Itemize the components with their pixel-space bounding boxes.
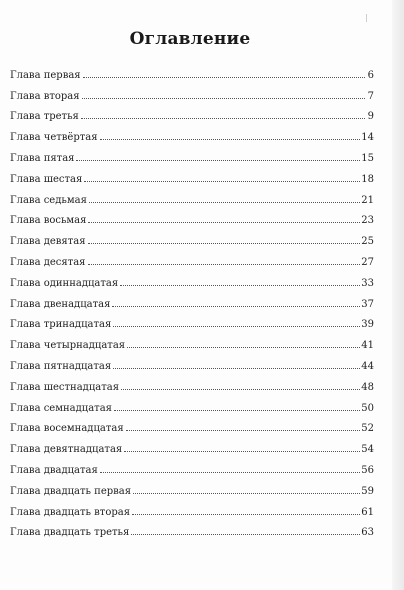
- toc-entry-title: Глава шестнадцатая: [10, 381, 120, 393]
- toc-entry-title: Глава двадцать вторая: [10, 506, 131, 518]
- toc-entry[interactable]: [10, 206, 374, 227]
- toc-entry[interactable]: [10, 164, 374, 185]
- toc-entry-page: 25: [361, 236, 374, 248]
- toc-entry[interactable]: [10, 122, 374, 143]
- toc-entry-page: 44: [361, 360, 374, 372]
- toc-leader-dots: [121, 388, 360, 390]
- toc-leader-dots: [132, 513, 360, 515]
- toc-entry-page: 23: [361, 215, 374, 227]
- toc-leader-dots: [124, 450, 360, 452]
- toc-entry[interactable]: [10, 518, 374, 539]
- page-edge-shadow: [392, 0, 404, 590]
- toc-entry-page: 61: [361, 506, 374, 518]
- page-title: Оглавление: [129, 29, 251, 50]
- toc-entry-title: Глава вторая: [10, 90, 80, 102]
- toc-leader-dots: [100, 138, 361, 140]
- toc-entry[interactable]: [10, 310, 374, 331]
- toc-entry-title: Глава четвёртая: [10, 132, 98, 144]
- toc-entry[interactable]: [10, 351, 374, 372]
- toc-entry-page: 7: [367, 90, 374, 102]
- toc-leader-dots: [88, 242, 361, 244]
- toc-entry[interactable]: [10, 268, 374, 289]
- toc-entry-page: 6: [367, 69, 374, 81]
- toc-entry-page: 27: [361, 256, 374, 268]
- toc-entry-title: Глава шестая: [10, 173, 83, 185]
- toc-entry-page: 37: [361, 298, 374, 310]
- toc-leader-dots: [100, 471, 360, 473]
- toc-leader-dots: [83, 76, 365, 78]
- toc-entry-page: 41: [361, 340, 374, 352]
- toc-leader-dots: [114, 409, 360, 411]
- toc-entry[interactable]: [10, 372, 374, 393]
- toc-entry-title: Глава восьмая: [10, 215, 87, 227]
- toc-entry-title: Глава семнадцатая: [10, 402, 112, 414]
- toc-leader-dots: [127, 346, 360, 348]
- toc-leader-dots: [82, 97, 365, 99]
- page-corner-mark: [366, 14, 367, 22]
- toc-leader-dots: [84, 180, 360, 182]
- toc-leader-dots: [88, 221, 360, 223]
- toc-entry-page: 15: [361, 152, 374, 164]
- toc-entry-page: 33: [361, 277, 374, 289]
- toc-entry-title: Глава девятнадцатая: [10, 444, 123, 456]
- table-of-contents: [10, 60, 374, 538]
- toc-entry-title: Глава тринадцатая: [10, 319, 112, 331]
- toc-entry-title: Глава пятая: [10, 152, 75, 164]
- toc-entry-title: Глава девятая: [10, 236, 86, 248]
- toc-entry[interactable]: [10, 247, 374, 268]
- toc-leader-dots: [113, 325, 360, 327]
- toc-entry-title: Глава четырнадцатая: [10, 340, 126, 352]
- toc-leader-dots: [126, 429, 361, 431]
- toc-leader-dots: [89, 201, 360, 203]
- toc-entry-title: Глава восемнадцатая: [10, 423, 124, 435]
- toc-entry-page: 14: [361, 132, 374, 144]
- toc-entry[interactable]: [10, 393, 374, 414]
- toc-entry[interactable]: [10, 60, 374, 81]
- toc-entry-page: 52: [361, 423, 374, 435]
- toc-entry[interactable]: [10, 226, 374, 247]
- toc-entry[interactable]: [10, 289, 374, 310]
- toc-leader-dots: [81, 117, 365, 119]
- toc-entry-title: Глава десятая: [10, 256, 86, 268]
- toc-entry[interactable]: [10, 497, 374, 518]
- toc-leader-dots: [88, 263, 361, 265]
- toc-entry-page: 39: [361, 319, 374, 331]
- toc-entry-title: Глава двадцатая: [10, 464, 98, 476]
- toc-entry[interactable]: [10, 185, 374, 206]
- toc-entry-title: Глава двенадцатая: [10, 298, 111, 310]
- toc-leader-dots: [131, 533, 360, 535]
- toc-entry-page: 21: [361, 194, 374, 206]
- toc-entry-page: 48: [361, 381, 374, 393]
- toc-entry-title: Глава одиннадцатая: [10, 277, 119, 289]
- toc-entry[interactable]: [10, 330, 374, 351]
- toc-leader-dots: [112, 305, 360, 307]
- toc-entry-page: 56: [361, 464, 374, 476]
- toc-entry[interactable]: [10, 455, 374, 476]
- toc-entry-page: 54: [361, 444, 374, 456]
- toc-entry-title: Глава пятнадцатая: [10, 360, 112, 372]
- toc-leader-dots: [113, 367, 360, 369]
- toc-entry-title: Глава двадцать третья: [10, 527, 130, 539]
- toc-leader-dots: [120, 284, 360, 286]
- toc-entry-title: Глава двадцать первая: [10, 485, 132, 497]
- toc-entry[interactable]: [10, 476, 374, 497]
- toc-leader-dots: [133, 492, 360, 494]
- toc-entry[interactable]: [10, 143, 374, 164]
- toc-entry[interactable]: [10, 102, 374, 123]
- toc-entry-page: 18: [361, 173, 374, 185]
- toc-entry[interactable]: [10, 414, 374, 435]
- toc-leader-dots: [76, 159, 360, 161]
- toc-entry-page: 9: [367, 111, 374, 123]
- toc-entry-title: Глава первая: [10, 69, 81, 81]
- toc-entry-title: Глава седьмая: [10, 194, 87, 206]
- toc-entry-page: 63: [361, 527, 374, 539]
- toc-entry[interactable]: [10, 434, 374, 455]
- toc-entry[interactable]: [10, 81, 374, 102]
- toc-entry-title: Глава третья: [10, 111, 79, 123]
- toc-entry-page: 59: [361, 485, 374, 497]
- toc-entry-page: 50: [361, 402, 374, 414]
